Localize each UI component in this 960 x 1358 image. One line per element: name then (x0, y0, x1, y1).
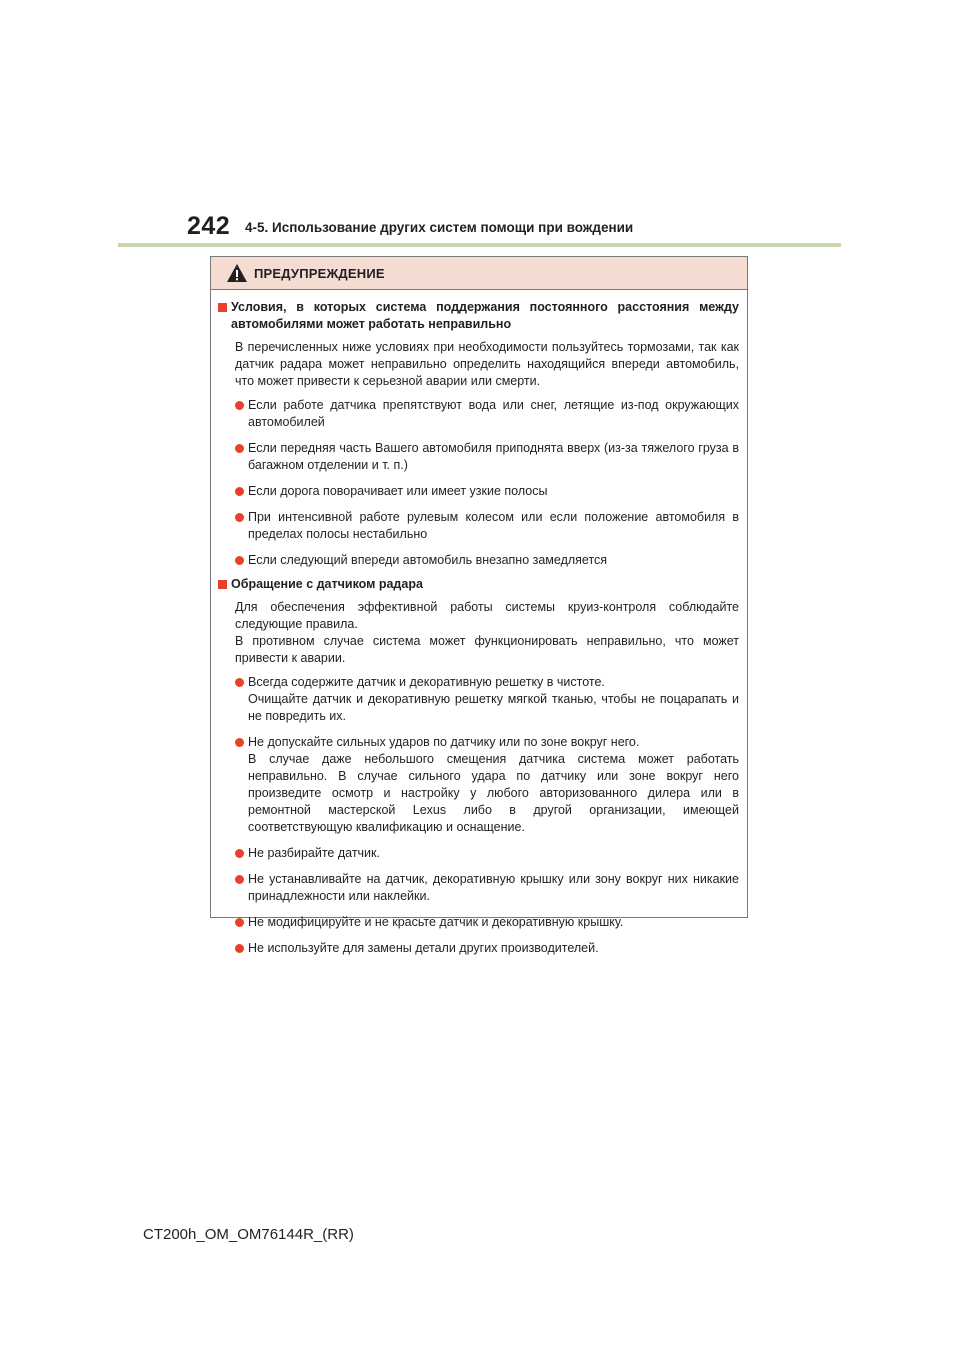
paragraph: В перечисленных ниже условиях при необходимости пользуйтесь тормозами, так как датчик радара может неправильно определить находящийся впереди автомобиль, что может привести к серьезной аварии или смерти. (235, 340, 739, 388)
list-item (235, 440, 739, 474)
warning-header (211, 257, 747, 290)
list-item (235, 871, 739, 905)
list-item (235, 674, 739, 725)
round-bullet-icon (235, 678, 244, 687)
list-item-text: Не устанавливайте на датчик, декоративную крышку или зону вокруг них никакие принадлежности или наклейки. (248, 872, 739, 903)
round-bullet-icon (235, 918, 244, 927)
round-bullet-icon (235, 738, 244, 747)
round-bullet-icon (235, 513, 244, 522)
subsection-heading (218, 576, 739, 593)
list-item-text: Не модифицируйте и не красьте датчик и декоративную крышку. (248, 915, 624, 929)
list-item-text: Не разбирайте датчик. (248, 846, 380, 860)
list-item-text: Если работе датчика препятствуют вода или снег, летящие из-под окружающих автомобилей (248, 398, 739, 429)
round-bullet-icon (235, 875, 244, 884)
round-bullet-icon (235, 444, 244, 453)
list-item (235, 914, 739, 931)
round-bullet-icon (235, 944, 244, 953)
list-item (235, 940, 739, 957)
list-item-text: Очищайте датчик и декоративную решетку мягкой тканью, чтобы не поцарапать и не повредить их. (248, 692, 739, 723)
list-item (235, 397, 739, 431)
list-item-text: Всегда содержите датчик и декоративную решетку в чистоте. (248, 675, 605, 689)
square-bullet-icon (218, 303, 227, 312)
round-bullet-icon (235, 849, 244, 858)
list-item-text: При интенсивной работе рулевым колесом или если положение автомобиля в пределах полосы нестабильно (248, 510, 739, 541)
list-item (235, 734, 739, 836)
warning-body (211, 290, 747, 957)
subsection-heading (218, 299, 739, 333)
page-number: 242 (187, 212, 231, 240)
warning-box (210, 256, 748, 955)
round-bullet-icon (235, 556, 244, 565)
list-item-text: Не допускайте сильных ударов по датчику или по зоне вокруг него. (248, 735, 640, 749)
list-item (235, 552, 739, 569)
list-item (235, 483, 739, 500)
square-bullet-icon (218, 580, 227, 589)
list-item (235, 845, 739, 862)
round-bullet-icon (235, 487, 244, 496)
warning-title: ПРЕДУПРЕЖДЕНИЕ (254, 265, 385, 281)
subsection-heading-text: Обращение с датчиком радара (231, 577, 423, 591)
header-rule (118, 243, 841, 247)
list-item-text: Если передняя часть Вашего автомобиля приподнята вверх (из-за тяжелого груза в багажном отделении и т. п.) (248, 441, 739, 472)
list-item-text: Если следующий впереди автомобиль внезапно замедляется (248, 553, 608, 567)
list-item-text: Не используйте для замены детали других производителей. (248, 941, 599, 955)
section-title: 4-5. Использование других систем помощи при вождении (245, 220, 634, 235)
subsection-heading-text: Условия, в которых система поддержания постоянного расстояния между автомобилями может работать неправильно (231, 300, 739, 331)
paragraph-line: В противном случае система может функционировать неправильно, что может привести к аварии. (235, 634, 739, 665)
paragraph-line: Для обеспечения эффективной работы системы круиз-контроля соблюдайте следующие правила. (235, 600, 739, 631)
list-item-text: Если дорога поворачивает или имеет узкие полосы (248, 484, 548, 498)
list-item (235, 509, 739, 543)
list-item-text: В случае даже небольшого смещения датчика система может работать неправильно. В случае сильного удара по датчику или зоне вокруг него произведите осмотр и настройку у любого авторизованного дилера или в ремонтной мастерской Lexus либо в другой организации, имеющей соответствующую квалификацию и оснащение. (248, 752, 739, 834)
round-bullet-icon (235, 401, 244, 410)
document-code: CT200h_OM_OM76144R_(RR) (143, 1226, 354, 1243)
warning-triangle-icon (226, 263, 248, 283)
paragraph (235, 599, 739, 667)
